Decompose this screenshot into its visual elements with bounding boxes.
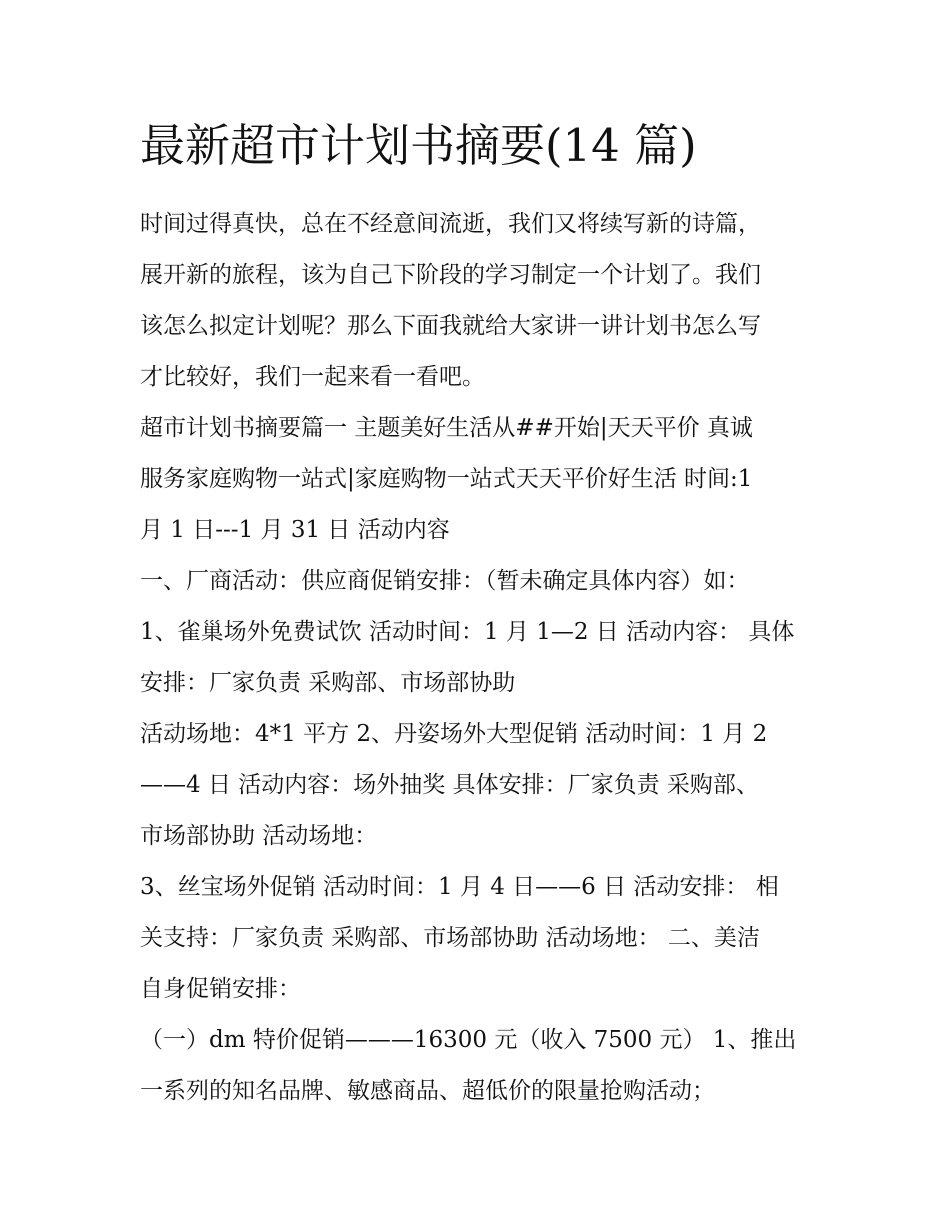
body-line: 服务家庭购物一站式|家庭购物一站式天天平价好生活 时间:1 <box>140 466 753 492</box>
body-line: 一、厂商活动：供应商促销安排：（暂未确定具体内容）如： <box>140 568 750 594</box>
document-title: 最新超市计划书摘要(14 篇) <box>140 119 697 172</box>
body-line: 一系列的知名品牌、敏感商品、超低价的限量抢购活动； <box>140 1078 715 1104</box>
body-line: 市场部协助 活动场地： <box>140 823 378 849</box>
body-line: 活动场地：4*1 平方 2、丹姿场外大型促销 活动时间：1 月 2 <box>140 721 768 747</box>
body-line: （一）dm 特价促销———16300 元（收入 7500 元） 1、推出 <box>140 1027 797 1053</box>
body-line: 关支持：厂家负责 采购部、市场部协助 活动场地： 二、美洁 <box>140 925 760 951</box>
body-line: 安排：厂家负责 采购部、市场部协助 <box>140 670 516 696</box>
body-line: 才比较好，我们一起来看一看吧。 <box>140 364 485 390</box>
body-line: 超市计划书摘要篇一 主题美好生活从##开始|天天平价 真诚 <box>140 415 753 441</box>
body-line: 1、雀巢场外免费试饮 活动时间：1 月 1—2 日 活动内容： 具体 <box>140 619 795 645</box>
body-line: 展开新的旅程，该为自己下阶段的学习制定一个计划了。我们 <box>140 262 761 288</box>
body-line: 月 1 日---1 月 31 日 活动内容 <box>140 517 450 543</box>
body-line: ——4 日 活动内容：场外抽奖 具体安排：厂家负责 采购部、 <box>140 772 759 798</box>
body-line: 该怎么拟定计划呢？那么下面我就给大家讲一讲计划书怎么写 <box>140 313 761 339</box>
body-line: 3、丝宝场外促销 活动时间：1 月 4 日——6 日 活动安排： 相 <box>140 874 779 900</box>
body-line: 时间过得真快，总在不经意间流逝，我们又将续写新的诗篇， <box>140 211 761 237</box>
body-line: 自身促销安排： <box>140 976 301 1002</box>
